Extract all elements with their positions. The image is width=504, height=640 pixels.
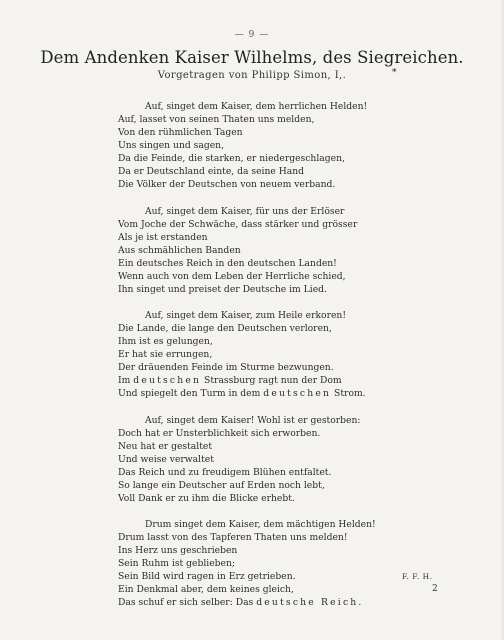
poem-subtitle: Vorgetragen von Philipp Simon, I,. — [157, 70, 347, 81]
poem-line: Und weise verwaltet — [118, 453, 214, 465]
poem-line: Uns singen und sagen, — [118, 140, 225, 151]
poem-body — [118, 100, 418, 623]
stanza-1 — [118, 100, 418, 191]
poem-line: Von den rühmlichen Tagen — [118, 127, 243, 138]
poem-line: Aus schmählichen Banden — [118, 244, 241, 256]
author-initials: F. F. H. — [402, 572, 433, 581]
poem-line: So lange ein Deutscher auf Erden noch lebt, — [118, 479, 325, 491]
spaced-emphasis: deutsche Reich — [256, 597, 359, 608]
poem-line: Da die Feinde, die starken, er niedergeschlagen, — [118, 153, 345, 164]
spaced-emphasis: deutschen — [263, 388, 332, 399]
poem-line: Doch hat er Unsterblichkeit sich erworben. — [118, 427, 321, 439]
poem-line: Wenn auch von dem Leben der Herrliche schied, — [118, 270, 346, 282]
poem-line: Neu hat er gestaltet — [118, 440, 213, 452]
poem-line: Ein deutsches Reich in den deutschen Landen! — [118, 257, 337, 269]
page-number-header: — 9 — — [234, 30, 270, 40]
poem-line: Sein Bild wird ragen in Erz getrieben. — [118, 571, 296, 582]
poem-line: Auf, singet dem Kaiser! Wohl ist er gestorben: — [145, 414, 361, 426]
poem-line: Das schuf er sich selber: Das deutsche Reich. — [118, 597, 362, 608]
page-edge-shadow — [500, 0, 504, 640]
stanza-5 — [118, 518, 418, 609]
poem-line: Drum lasst von des Tapferen Thaten uns melden! — [118, 532, 348, 543]
poem-line: Im deutschen Strassburg ragt nun der Dom — [118, 375, 342, 386]
poem-line: Auf, singet dem Kaiser, zum Heile erkoren! — [145, 310, 347, 321]
poem-line: Und spiegelt den Turm in dem deutschen Strom. — [118, 388, 366, 399]
poem-line: Ihn singet und preiset der Deutsche im Lied. — [118, 283, 327, 295]
poem-line: Auf, singet dem Kaiser, für uns der Erlöser — [145, 205, 345, 217]
poem-line: Auf, lasset von seinen Thaten uns melden, — [118, 114, 315, 125]
poem-line: Er hat sie errungen, — [118, 349, 213, 360]
stanza-4 — [118, 414, 418, 505]
page-number-footer: 2 — [432, 584, 438, 594]
poem-line: Da er Deutschland einte, da seine Hand — [118, 166, 305, 177]
poem-line: Ins Herz uns geschrieben — [118, 545, 238, 556]
poem-line: Ein Denkmal aber, dem keines gleich, — [118, 584, 294, 595]
poem-line: Die Lande, die lange den Deutschen verloren, — [118, 323, 332, 334]
stanza-2 — [118, 205, 418, 296]
spaced-emphasis: deutschen — [133, 375, 202, 386]
poem-line: Der dräuenden Feinde im Sturme bezwungen. — [118, 362, 334, 373]
poem-line: Vom Joche der Schwäche, dass stärker und grösser — [118, 218, 358, 230]
stanza-3 — [118, 309, 418, 400]
poem-line: Drum singet dem Kaiser, dem mächtigen Helden! — [145, 519, 376, 530]
poem-line: Sein Ruhm ist geblieben; — [118, 558, 236, 569]
poem-line: Auf, singet dem Kaiser, dem herrlichen Helden! — [145, 101, 368, 112]
poem-line: Als je ist erstanden — [118, 231, 208, 243]
asterisk-mark: * — [392, 68, 397, 78]
poem-line: Das Reich und zu freudigem Blühen entfaltet. — [118, 466, 332, 478]
poem-line: Voll Dank er zu ihm die Blicke erhebt. — [118, 492, 295, 504]
poem-line: Die Völker der Deutschen von neuem verband. — [118, 179, 336, 190]
poem-title: Dem Andenken Kaiser Wilhelms, des Siegreichen. — [40, 48, 464, 67]
poem-line: Ihm ist es gelungen, — [118, 336, 213, 347]
